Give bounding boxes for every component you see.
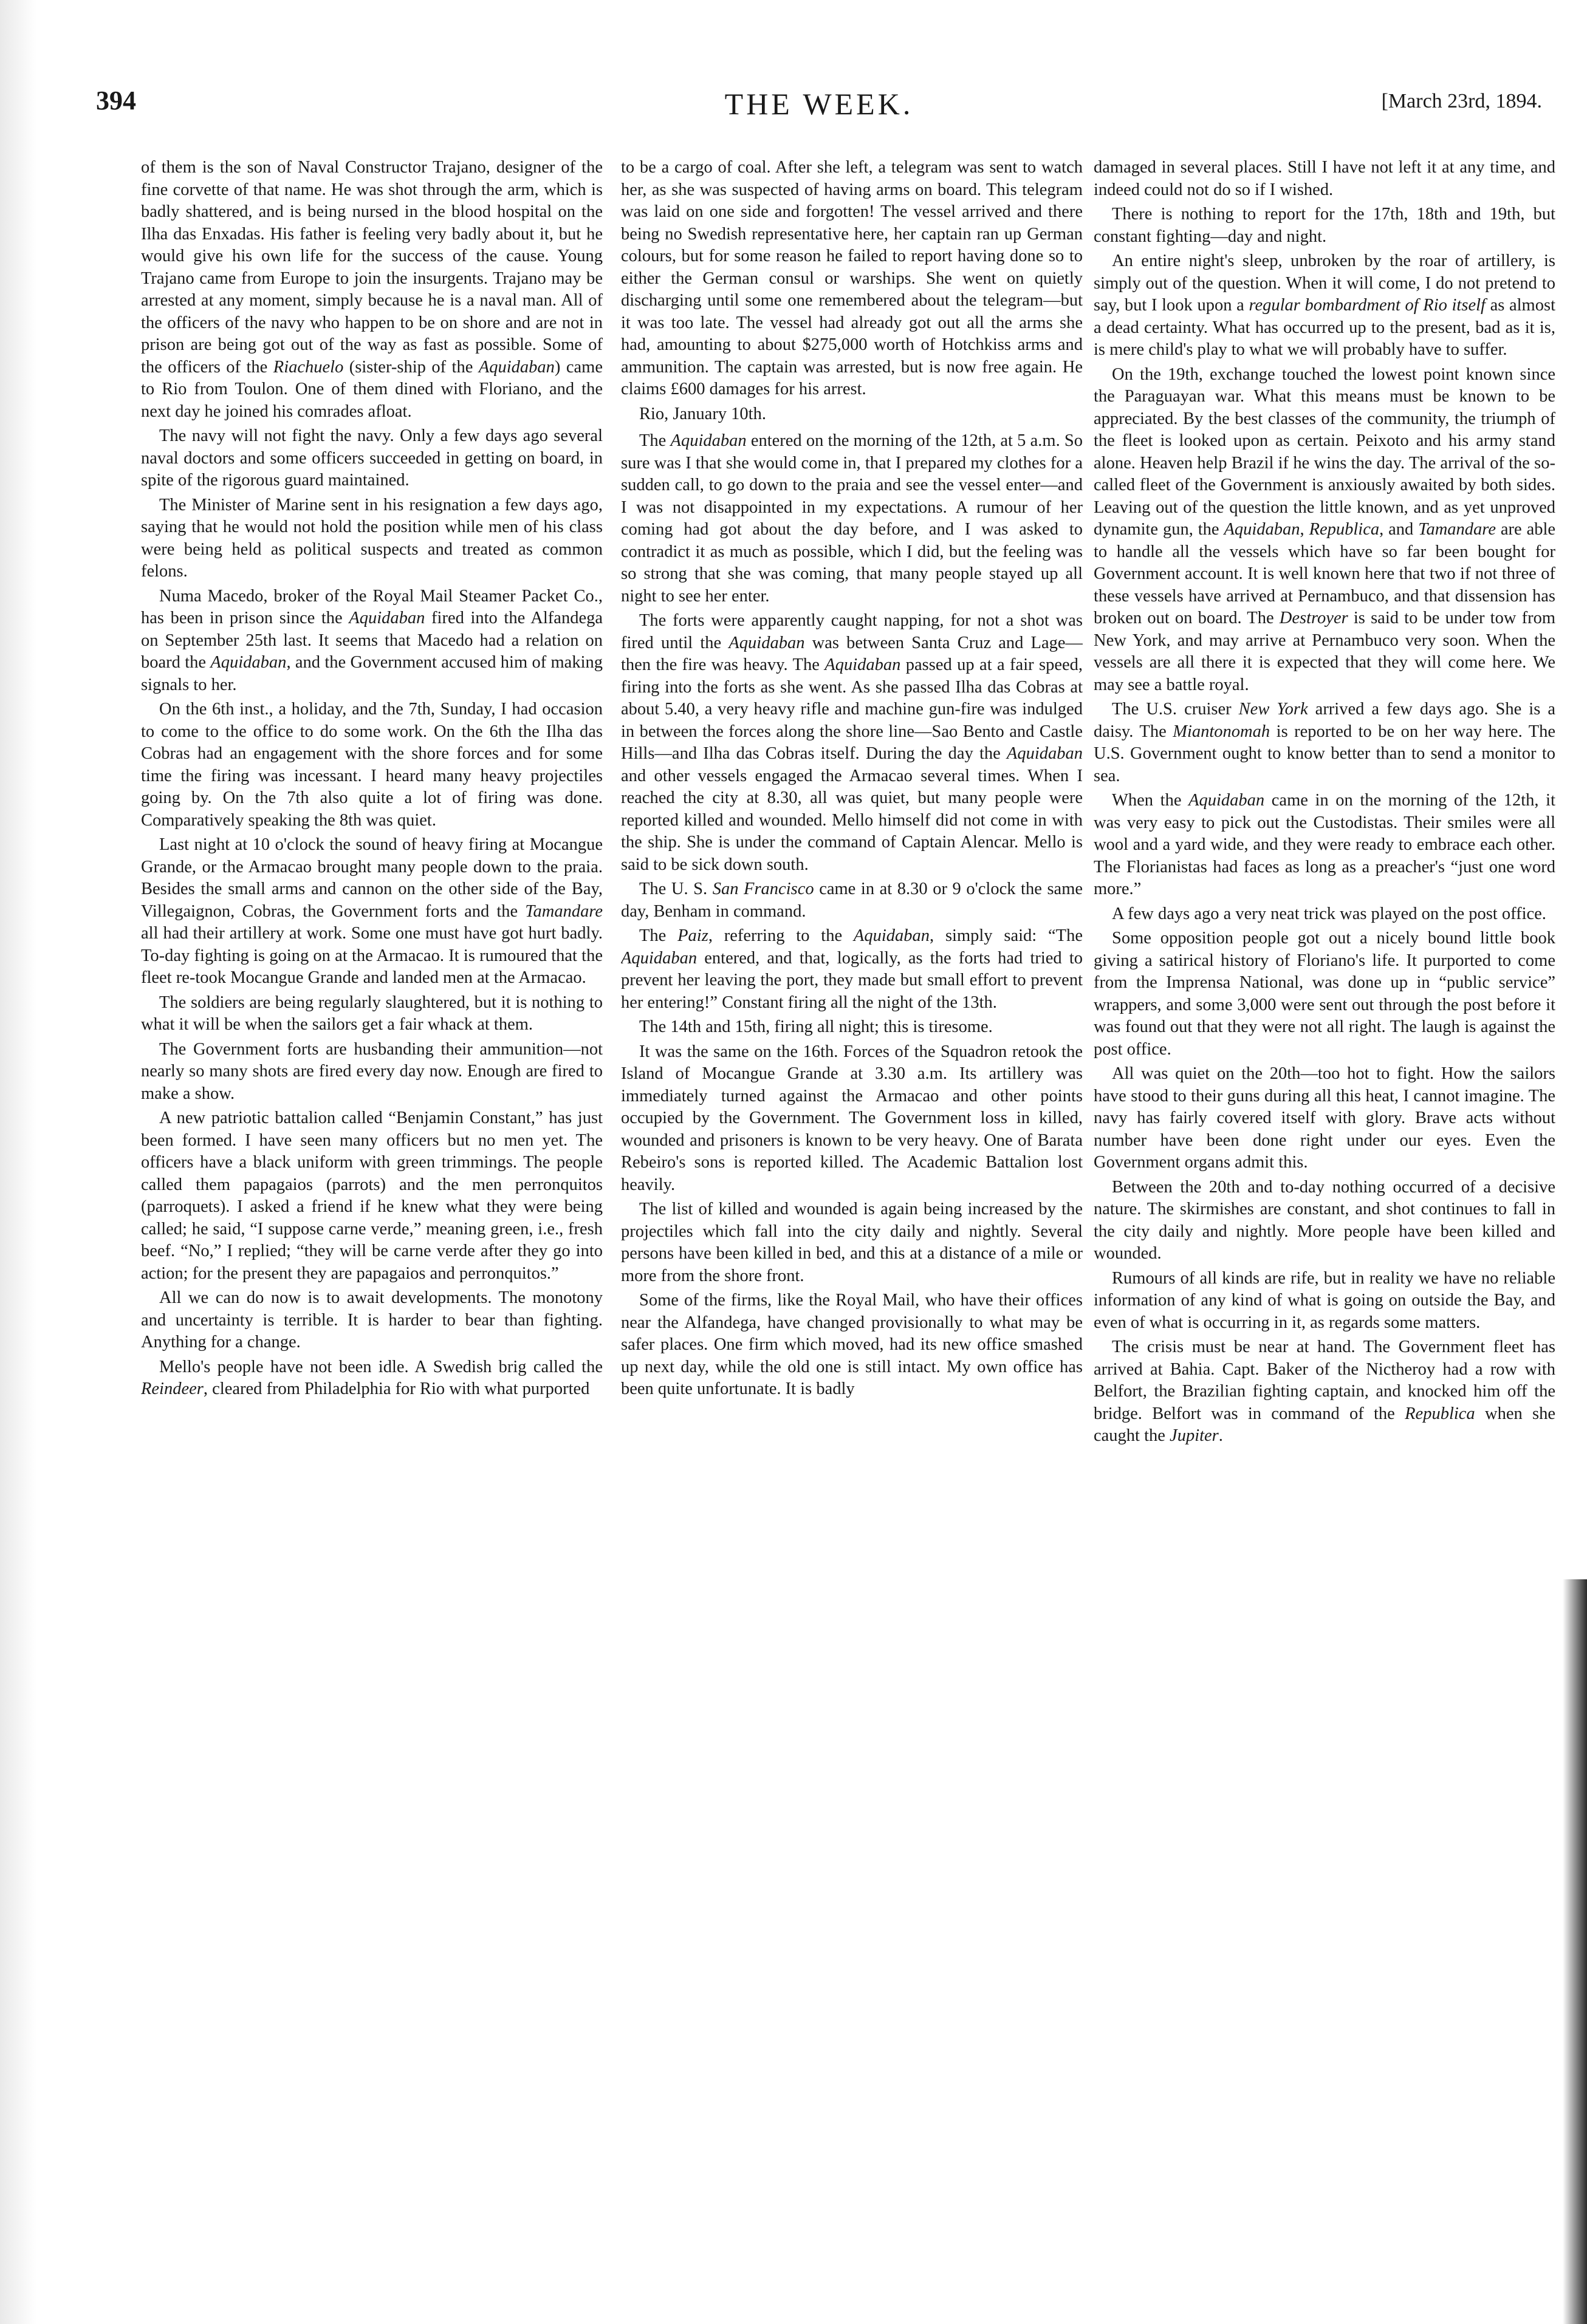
paragraph: to be a cargo of coal. After she left, a telegram was sent to watch her, as she was suspected of having arms on board. This telegram was laid on one side and forgotten! The vessel arrived and there being no Swedish representative here, her captain ran up German colours, but for some reason he failed to report having done so to either the German consul or warships. She went on quietly discharging until some one remembered about the telegram—but it was too late. The vessel had already got out all the arms she had, amounting to about $275,000 worth of Hotchkiss arms and ammunition. The captain was arrested, but is now free again. He claims £600 damages for his arrest. [621, 158, 1083, 398]
scan-shadow-left [0, 0, 36, 2324]
paragraph: On the 6th inst., a holiday, and the 7th, Sunday, I had occasion to come to the office to do some work. On the 6th the Ilha das Cobras had an engagement with the shore forces and for some time the firing was incessant. I heard many heavy projectiles going by. On the 7th also quite a lot of firing was done. Comparatively speaking the 8th was quiet. [141, 700, 603, 830]
paragraph: Last night at 10 o'clock the sound of heavy firing at Mocangue Grande, or the Armacao brought many people down to the praia. Besides the small arms and cannon on the other side of the Bay, Villegaignon, Cobras, the Government forts and the Tamandare all had their artillery at work. Some one must have got hurt badly. To-day fighting is going on at the Armacao. It is rumoured that the fleet re-took Mocangue Grande and landed men at the Armacao. [141, 835, 603, 987]
paragraph: A new patriotic battalion called “Benjamin Constant,” has just been formed. I have seen many officers but no men yet. The officers have a black uniform with green trimmings. The people called them papagaios (parrots) and the men perronquitos (parroquets). I asked a friend if he knew what they were being called; he said, “I suppose carne verde,” meaning green, i.e., fresh beef. “No,” I replied; “they will be carne verde after they go into action; for the present they are papagaios and perronquitos.” [141, 1109, 603, 1283]
paragraph: Rumours of all kinds are rife, but in reality we have no reliable information of any kind of what is going on outside the Bay, and even of what is occurring in it, as regards some matters. [1094, 1268, 1555, 1332]
paragraph: It was the same on the 16th. Forces of the Squadron retook the Island of Mocangue Grande at 3.30 a.m. Its artillery was immediately turned against the Armacao and other points occupied by the Government. The Government loss in killed, wounded and prisoners is known to be very heavy. One of Barata Rebeiro's sons is reported killed. The Academic Battalion lost heavily. [621, 1042, 1083, 1194]
paragraph: The U.S. cruiser New York arrived a few days ago. She is a daisy. The Miantonomah is reported to be on her way here. The U.S. Government ought to know better than to send a monitor to sea. [1094, 700, 1555, 785]
paragraph: All was quiet on the 20th—too hot to fight. How the sailors have stood to their guns during all this heat, I cannot imagine. The navy has fairly covered itself with glory. Brave acts without number have been done right under our eyes. Even the Government organs admit this. [1094, 1064, 1555, 1172]
paragraph: The navy will not fight the navy. Only a few days ago several naval doctors and some officers succeeded in getting on board, in spite of the rigorous guard maintained. [141, 426, 603, 490]
paragraph: The crisis must be near at hand. The Government fleet has arrived at Bahia. Capt. Baker of the Nictheroy had a row with Belfort, the Brazilian fighting captain, and knocked him off the bridge. Belfort was in command of the Republica when she caught the Jupiter. [1094, 1338, 1555, 1445]
paragraph: The list of killed and wounded is again being increased by the projectiles which fall into the city daily and nightly. Several persons have been killed in bed, and this at a distance of a mile or more from the shore front. [621, 1200, 1083, 1285]
paragraph: All we can do now is to await developments. The monotony and uncertainty is terrible. It is harder to bear than fighting. Anything for a change. [141, 1288, 603, 1352]
paragraph: Between the 20th and to-day nothing occurred of a decisive nature. The skirmishes are constant, and shot continues to fall in the city daily and nightly. More people have been killed and wounded. [1094, 1177, 1555, 1263]
paragraph: On the 19th, exchange touched the lowest point known since the Paraguayan war. What this means must be known to be appreciated. By the best classes of the community, the triumph of the fleet is looked upon as certain. Peixoto and his army stand alone. Heaven help Brazil if he wins the day. The arrival of the so-called fleet of the Government is anxiously awaited by both sides. Leaving out of the question the little known, and as yet unproved dynamite gun, the Aquidaban, Republica, and Tamandare are able to handle all the vessels which have so far been bought for Government account. It is well known here that two if not three of these vessels have arrived at Pernambuco, and that dissension has broken out on board. The Destroyer is said to be under tow from New York, and may arrive at Pernambuco very soon. When the vessels are all there it is expected that they will come here. We may see a battle royal. [1094, 364, 1555, 694]
paragraph: of them is the son of Naval Constructor Trajano, designer of the fine corvette of that name. He was shot through the arm, which is badly shattered, and is being nursed in the blood hospital on the Ilha das Enxadas. His father is feeling very badly about it, but he would give his own life for the success of the cause. Young Trajano came from Europe to join the insurgents. Trajano may be arrested at any moment, simply because he is a naval man. All of the officers of the navy who happen to be on shore and are not in prison are being got out of the way as fast as possible. Some of the officers of the Riachuelo (sister-ship of the Aquidaban) came to Rio from Toulon. One of them dined with Floriano, and the next day he joined his comrades afloat. [141, 158, 603, 421]
paragraph: An entire night's sleep, unbroken by the roar of artillery, is simply out of the question. When it will come, I do not pretend to say, but I look upon a regular bombardment of Rio itself as almost a dead certainty. What has occurred up to the present, bad as it is, is mere child's play to what we will probably have to suffer. [1094, 251, 1555, 359]
paragraph: The Government forts are husbanding their ammunition—not nearly so many shots are fired every day now. Enough are fired to make a show. [141, 1039, 603, 1103]
paragraph: The Aquidaban entered on the morning of the 12th, at 5 a.m. So sure was I that she would come in, that I prepared my clothes for a sudden call, to go down to the praia and see the vessel enter—and I was not disappointed in my expectations. A rumour of her coming had got about the day before, and I was asked to contradict it as much as possible, which I did, but the feeling was so strong that she was coming, that many people stayed up all night to see her enter. [621, 431, 1083, 606]
scan-shadow-right [1563, 1579, 1587, 2324]
paragraph: Numa Macedo, broker of the Royal Mail Steamer Packet Co., has been in prison since the Aquidaban fired into the Alfandega on September 25th last. It seems that Macedo had a relation on board the Aquidaban, and the Government accused him of making signals to her. [141, 586, 603, 694]
paragraph: There is nothing to report for the 17th, 18th and 19th, but constant fighting—day and night. [1094, 205, 1555, 246]
paragraph: The soldiers are being regularly slaughtered, but it is nothing to what it will be when the sailors get a fair whack at them. [141, 993, 603, 1034]
publication-title: THE WEEK. [724, 87, 914, 121]
paragraph: The Paiz, referring to the Aquidaban, simply said: “The Aquidaban entered, and that, logically, as the forts had tried to prevent her leaving the port, they made but small effort to prevent her entering!” Constant firing all the night of the 13th. [621, 926, 1083, 1012]
paragraph: When the Aquidaban came in on the morning of the 12th, it was very easy to pick out the Custodistas. Their smiles were all wool and a yard wide, and they were ready to embrace each other. The Florianistas had faces as long as a preacher's “just one word more.” [1094, 791, 1555, 898]
paragraph: Some of the firms, like the Royal Mail, who have their offices near the Alfandega, have changed provisionally to what may be safer places. One firm which moved, had its new office smashed up next day, while the old one is still intact. My own office has been quite unfortunate. It is badly [621, 1291, 1083, 1398]
page-header [96, 85, 1542, 134]
column-3 [1094, 157, 1555, 2271]
page-number: 394 [96, 86, 136, 115]
issue-date: [March 23rd, 1894. [1381, 90, 1542, 112]
paragraph: A few days ago a very neat trick was played on the post office. [1112, 904, 1546, 923]
paragraph: The forts were apparently caught napping, for not a shot was fired until the Aquidaban was between Santa Cruz and Lage—then the fire was heavy. The Aquidaban passed up at a fair speed, firing into the forts as she went. As she passed Ilha das Cobras at about 5.40, a very heavy rifle and machine gun-fire was indulged in between the forces along the shore line—Sao Bento and Castle Hills—and Ilha das Cobras itself. During the day the Aquidaban and other vessels engaged the Armacao several times. When I reached the city at 8.30, all was quiet, but many people were reported killed and wounded. Mello himself did not come in with the ship. She is under the command of Captain Alencar. Mello is said to be sick down south. [621, 611, 1083, 874]
paragraph: The U. S. San Francisco came in at 8.30 or 9 o'clock the same day, Benham in command. [621, 880, 1083, 921]
dateline: Rio, January 10th. [639, 404, 766, 423]
paragraph: The Minister of Marine sent in his resignation a few days ago, saying that he would not hold the position while men of his class were being held as political suspects and treated as common felons. [141, 495, 603, 581]
column-1 [141, 157, 603, 2271]
column-2 [621, 157, 1083, 2271]
paragraph: damaged in several places. Still I have not left it at any time, and indeed could not do so if I wished. [1094, 158, 1555, 199]
paragraph: The 14th and 15th, firing all night; this is tiresome. [639, 1017, 993, 1036]
paragraph: Mello's people have not been idle. A Swedish brig called the Reindeer, cleared from Philadelphia for Rio with what purported [141, 1357, 603, 1398]
paragraph: Some opposition people got out a nicely bound little book giving a satirical history of Floriano's life. It purported to come from the Imprensa National, was done up in “public service” wrappers, and some 3,000 were sent out through the post before it was found out that they were not all right. The laugh is against the post office. [1094, 929, 1555, 1059]
